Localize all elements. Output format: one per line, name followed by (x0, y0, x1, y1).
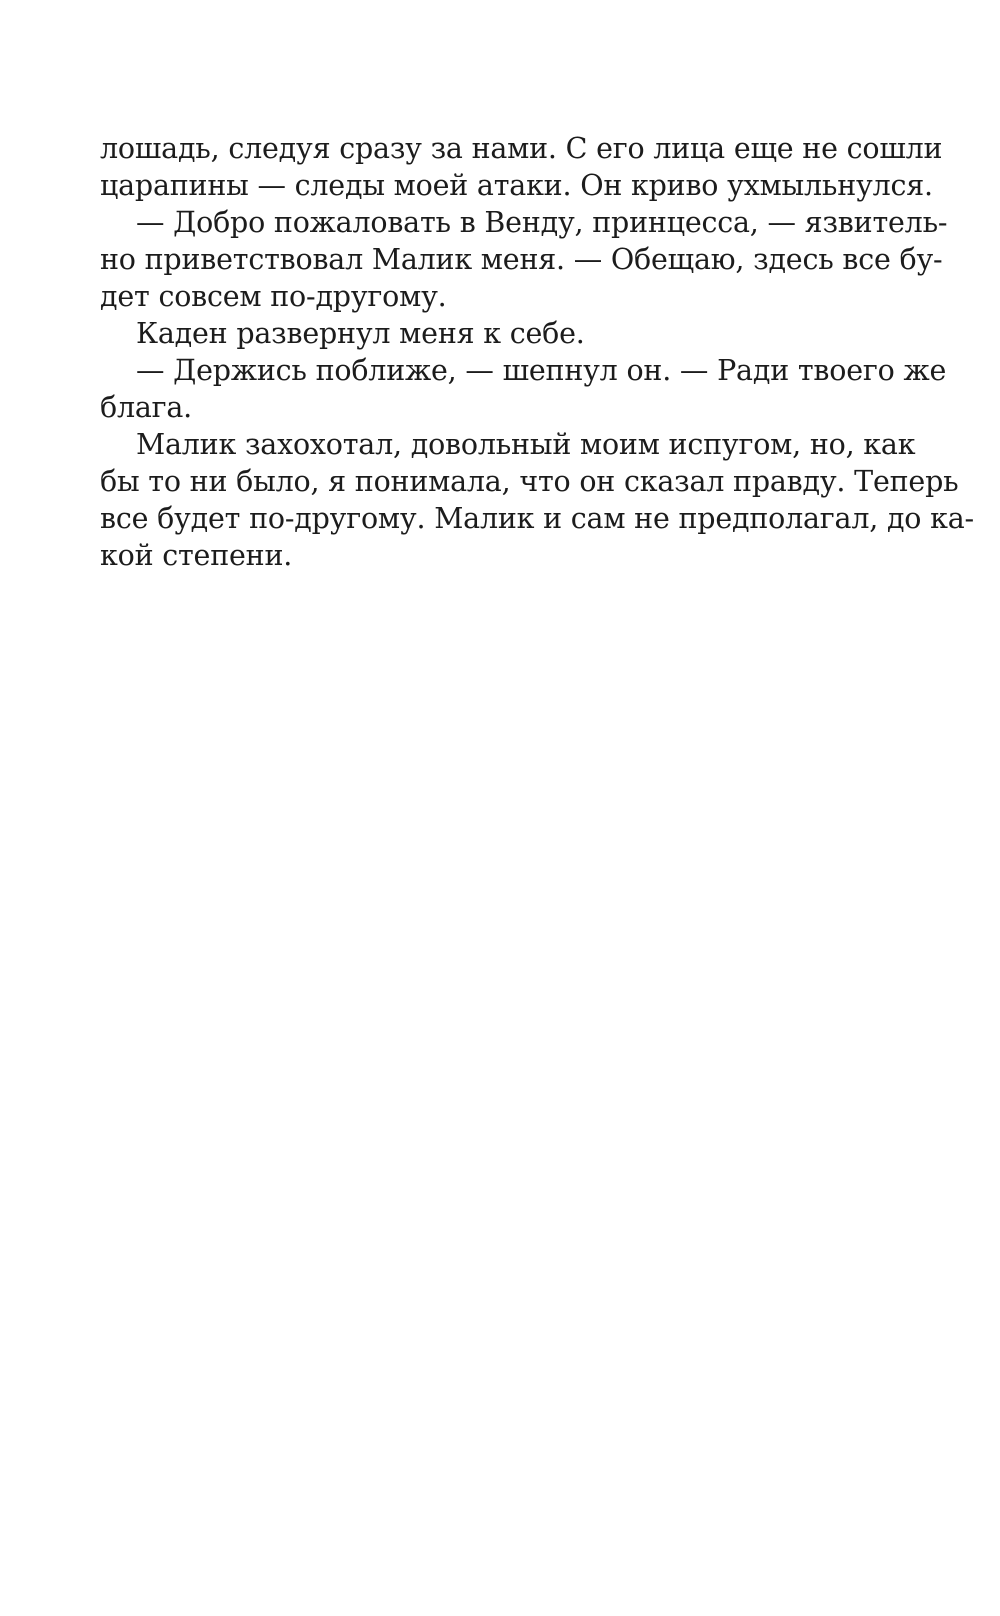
text-line: кой степени. (100, 539, 293, 572)
text-line: лошадь, следуя сразу за нами. С его лица еще не сошли (100, 132, 943, 165)
text-line: блага. (100, 391, 193, 424)
text-line: бы то ни было, я понимала, что он сказал правду. Теперь (100, 465, 959, 498)
text-line: Малик захохотал, довольный моим испугом, но, как (136, 428, 916, 461)
text-line: все будет по-другому. Малик и сам не предполагал, до ка- (100, 502, 974, 535)
text-line: — Держись поближе, — шепнул он. — Ради твоего же (136, 354, 947, 387)
text-line: дет совсем по-другому. (100, 280, 447, 313)
text-line: царапины — следы моей атаки. Он криво ухмыльнулся. (100, 169, 933, 202)
text-line: — Добро пожаловать в Венду, принцесса, — язвитель- (136, 206, 948, 239)
text-line: Каден развернул меня к себе. (136, 317, 585, 350)
body-text (100, 130, 974, 574)
text-line: но приветствовал Малик меня. — Обещаю, здесь все бу- (100, 243, 943, 276)
